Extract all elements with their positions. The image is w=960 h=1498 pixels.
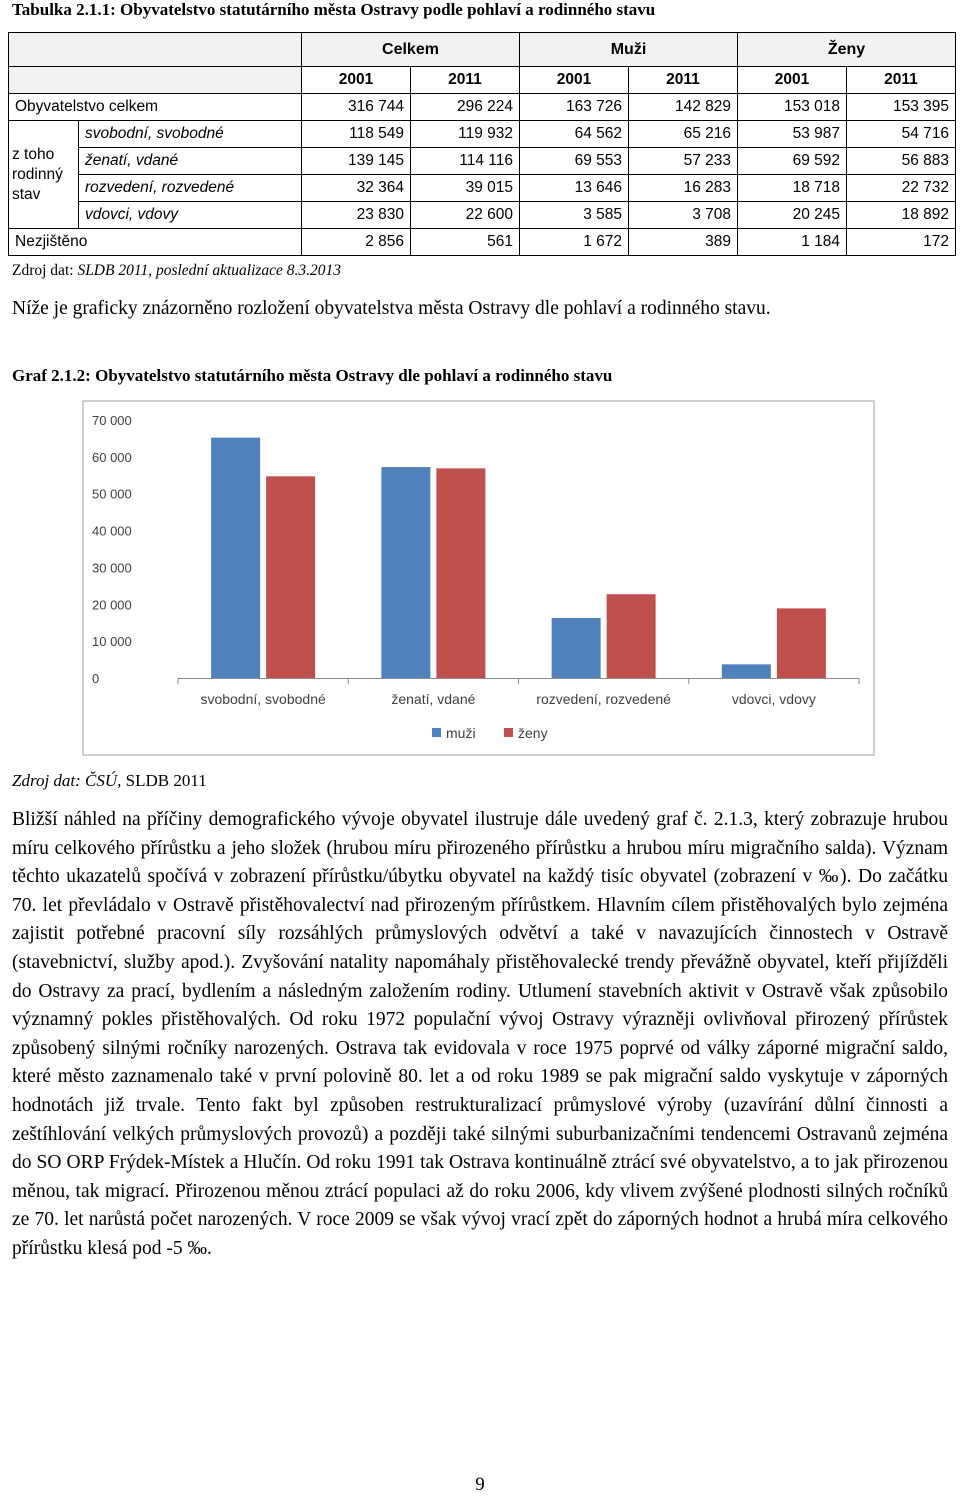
year-header: 2011 [847,67,956,94]
chart-frame [82,400,875,756]
table-cell: 172 [847,229,956,256]
table-cell: 39 015 [411,175,520,202]
table-cell: 3 708 [629,202,738,229]
legend-swatch [504,728,513,737]
table-row [9,148,956,175]
bar-ženy [266,476,315,678]
table-header-groups [9,33,956,67]
table-cell: 561 [411,229,520,256]
table-cell: 316 744 [302,94,411,121]
chart-source [12,771,207,791]
table-cell: 118 549 [302,121,411,148]
y-tick-label: 40 000 [92,523,132,539]
y-tick-label: 30 000 [92,560,132,576]
source-text: SLDB 2011, poslední aktualizace 8.3.2013 [77,262,342,279]
row-label: vdovci, vdovy [79,202,302,229]
source-text: SLDB 2011 [125,771,207,790]
page-number: 9 [475,1474,485,1495]
header-zeny: Ženy [738,33,956,67]
table-cell: 57 233 [629,148,738,175]
y-tick-label: 10 000 [92,634,132,650]
intro-paragraph: Níže je graficky znázorněno rozložení obyvatelstva města Ostravy dle pohlaví a rodinného stavu. [12,298,771,319]
bar-muži [211,438,260,678]
table-cell: 22 600 [411,202,520,229]
table-cell: 389 [629,229,738,256]
body-paragraph: Bližší náhled na příčiny demografického vývoje obyvatel ilustruje dále uvedený graf č. 2.1.3, který zobrazuje hrubou míru celkového přírůstku a jeho složek (hrubou míru přirozeného přírůstku a hrubou míru migračního salda). Význam těchto ukazatelů spočívá v zobrazení přírůstku/úbytku obyvatel na každý tisíc obyvatel (zobrazení v ‰). Do začátku 70. let převládalo v Ostravě přistěhovalectví nad přirozeným přírůstkem. Hlavním cílem přistěhovalých bylo zejména zajistit potřebné pracovní síly rozsáhlých průmyslových odvětví a také v navazujících činnostech v Ostravě (stavebnictví, služby apod.). Zvyšování natality napomáhaly přistěhovalecké trendy převážně obyvatel, kteří přijížděli do Ostravy za prací, bydlením a následným založením rodiny. Utlumení stavebních aktivit v Ostravě však způsobilo významný pokles přistěhovalých. Od roku 1972 populační vývoj Ostravy výrazněji ovlivňoval přirozený přírůstek způsobený silnými ročníky narozených. Ostrava tak evidovala v roce 1975 poprvé od války záporné migrační saldo, které město zaznamenalo také v první polovině 80. let a od roku 1989 se pak migrační saldo vyskytuje v záporných hodnotách již trvale. Tento fakt byl způsoben restrukturalizací průmyslové výroby (uzavírání důlní činnosti a zeštíhlování velkých průmyslových provozů) a později také silnými suburbanizačními tendencemi Ostravanů zejména do SO ORP Frýdek-Místek a Hlučín. Od roku 1991 tak Ostrava kontinuálně ztrácí své obyvatelstvo, a to jak přirozenou měnou, tak migrací. Přirozenou měnou ztrácí populaci až do roku 2006, kdy vlivem zvýšené plodnosti silných ročníků ze 70. let narůstá počet narozených. V roce 2009 se však vývoj vrací zpět do záporných hodnot a hrubá míra celkového přírůstku klesá pod -5 ‰. [12,809,948,1259]
table-cell: 65 216 [629,121,738,148]
table-row [9,121,956,148]
bar-muži [552,618,601,678]
table-corner [9,33,302,67]
group-label: z toho rodinný stav [9,121,79,229]
table-cell: 114 116 [411,148,520,175]
x-tick-label: svobodní, svobodné [200,691,326,707]
y-tick-label: 0 [92,671,100,686]
table-cell: 139 145 [302,148,411,175]
row-label: rozvedení, rozvedené [79,175,302,202]
table-cell: 53 987 [738,121,847,148]
chart-caption: Graf 2.1.2: Obyvatelstvo statutárního města Ostravy dle pohlaví a rodinného stavu [12,366,613,385]
table-cell: 56 883 [847,148,956,175]
source-prefix: Zdroj dat: [12,262,74,279]
year-header: 2001 [520,67,629,94]
y-tick-label: 50 000 [92,486,132,502]
table-cell: 32 364 [302,175,411,202]
table-row [9,202,956,229]
table-source [12,262,341,280]
year-header: 2001 [302,67,411,94]
table-cell: 20 245 [738,202,847,229]
row-label: Obyvatelstvo celkem [9,94,302,121]
table-cell: 64 562 [520,121,629,148]
y-tick-label: 20 000 [92,597,132,613]
year-header: 2001 [738,67,847,94]
year-header: 2011 [411,67,520,94]
bar-muži [722,664,771,678]
legend-label: ženy [518,725,548,741]
table-caption: Tabulka 2.1.1: Obyvatelstvo statutárního města Ostravy podle pohlaví a rodinného stavu [12,0,656,19]
source-italic: ČSÚ, [85,771,122,790]
bar-chart [84,402,873,754]
table-row [9,229,956,256]
y-tick-label: 60 000 [92,449,132,465]
table-header-years [9,67,956,94]
bar-muži [381,467,430,678]
x-tick-label: rozvedení, rozvedené [536,691,671,707]
x-tick-label: ženatí, vdané [391,691,476,707]
table-cell: 18 892 [847,202,956,229]
table-cell: 153 018 [738,94,847,121]
table-cell: 69 553 [520,148,629,175]
table-cell: 16 283 [629,175,738,202]
population-table [8,32,956,256]
row-label: Nezjištěno [9,229,302,256]
table-cell: 54 716 [847,121,956,148]
header-muzi: Muži [520,33,738,67]
x-tick-label: vdovci, vdovy [731,691,816,707]
table-cell: 13 646 [520,175,629,202]
row-label: svobodní, svobodné [79,121,302,148]
table-row [9,175,956,202]
table-cell: 153 395 [847,94,956,121]
table-cell: 1 184 [738,229,847,256]
table-cell: 69 592 [738,148,847,175]
legend-label: muži [446,725,476,741]
row-label: ženatí, vdané [79,148,302,175]
table-corner-2 [9,67,302,94]
table-cell: 1 672 [520,229,629,256]
table-cell: 18 718 [738,175,847,202]
table-cell: 142 829 [629,94,738,121]
bar-ženy [436,468,485,678]
table-row [9,94,956,121]
bar-ženy [607,594,656,678]
table-cell: 119 932 [411,121,520,148]
table-cell: 296 224 [411,94,520,121]
legend-swatch [432,728,441,737]
table-cell: 23 830 [302,202,411,229]
table-cell: 2 856 [302,229,411,256]
source-prefix: Zdroj dat: [12,771,81,790]
year-header: 2011 [629,67,738,94]
y-tick-label: 70 000 [92,413,132,428]
table-cell: 3 585 [520,202,629,229]
table-cell: 163 726 [520,94,629,121]
bar-ženy [777,608,826,678]
header-celkem: Celkem [302,33,520,67]
table-cell: 22 732 [847,175,956,202]
